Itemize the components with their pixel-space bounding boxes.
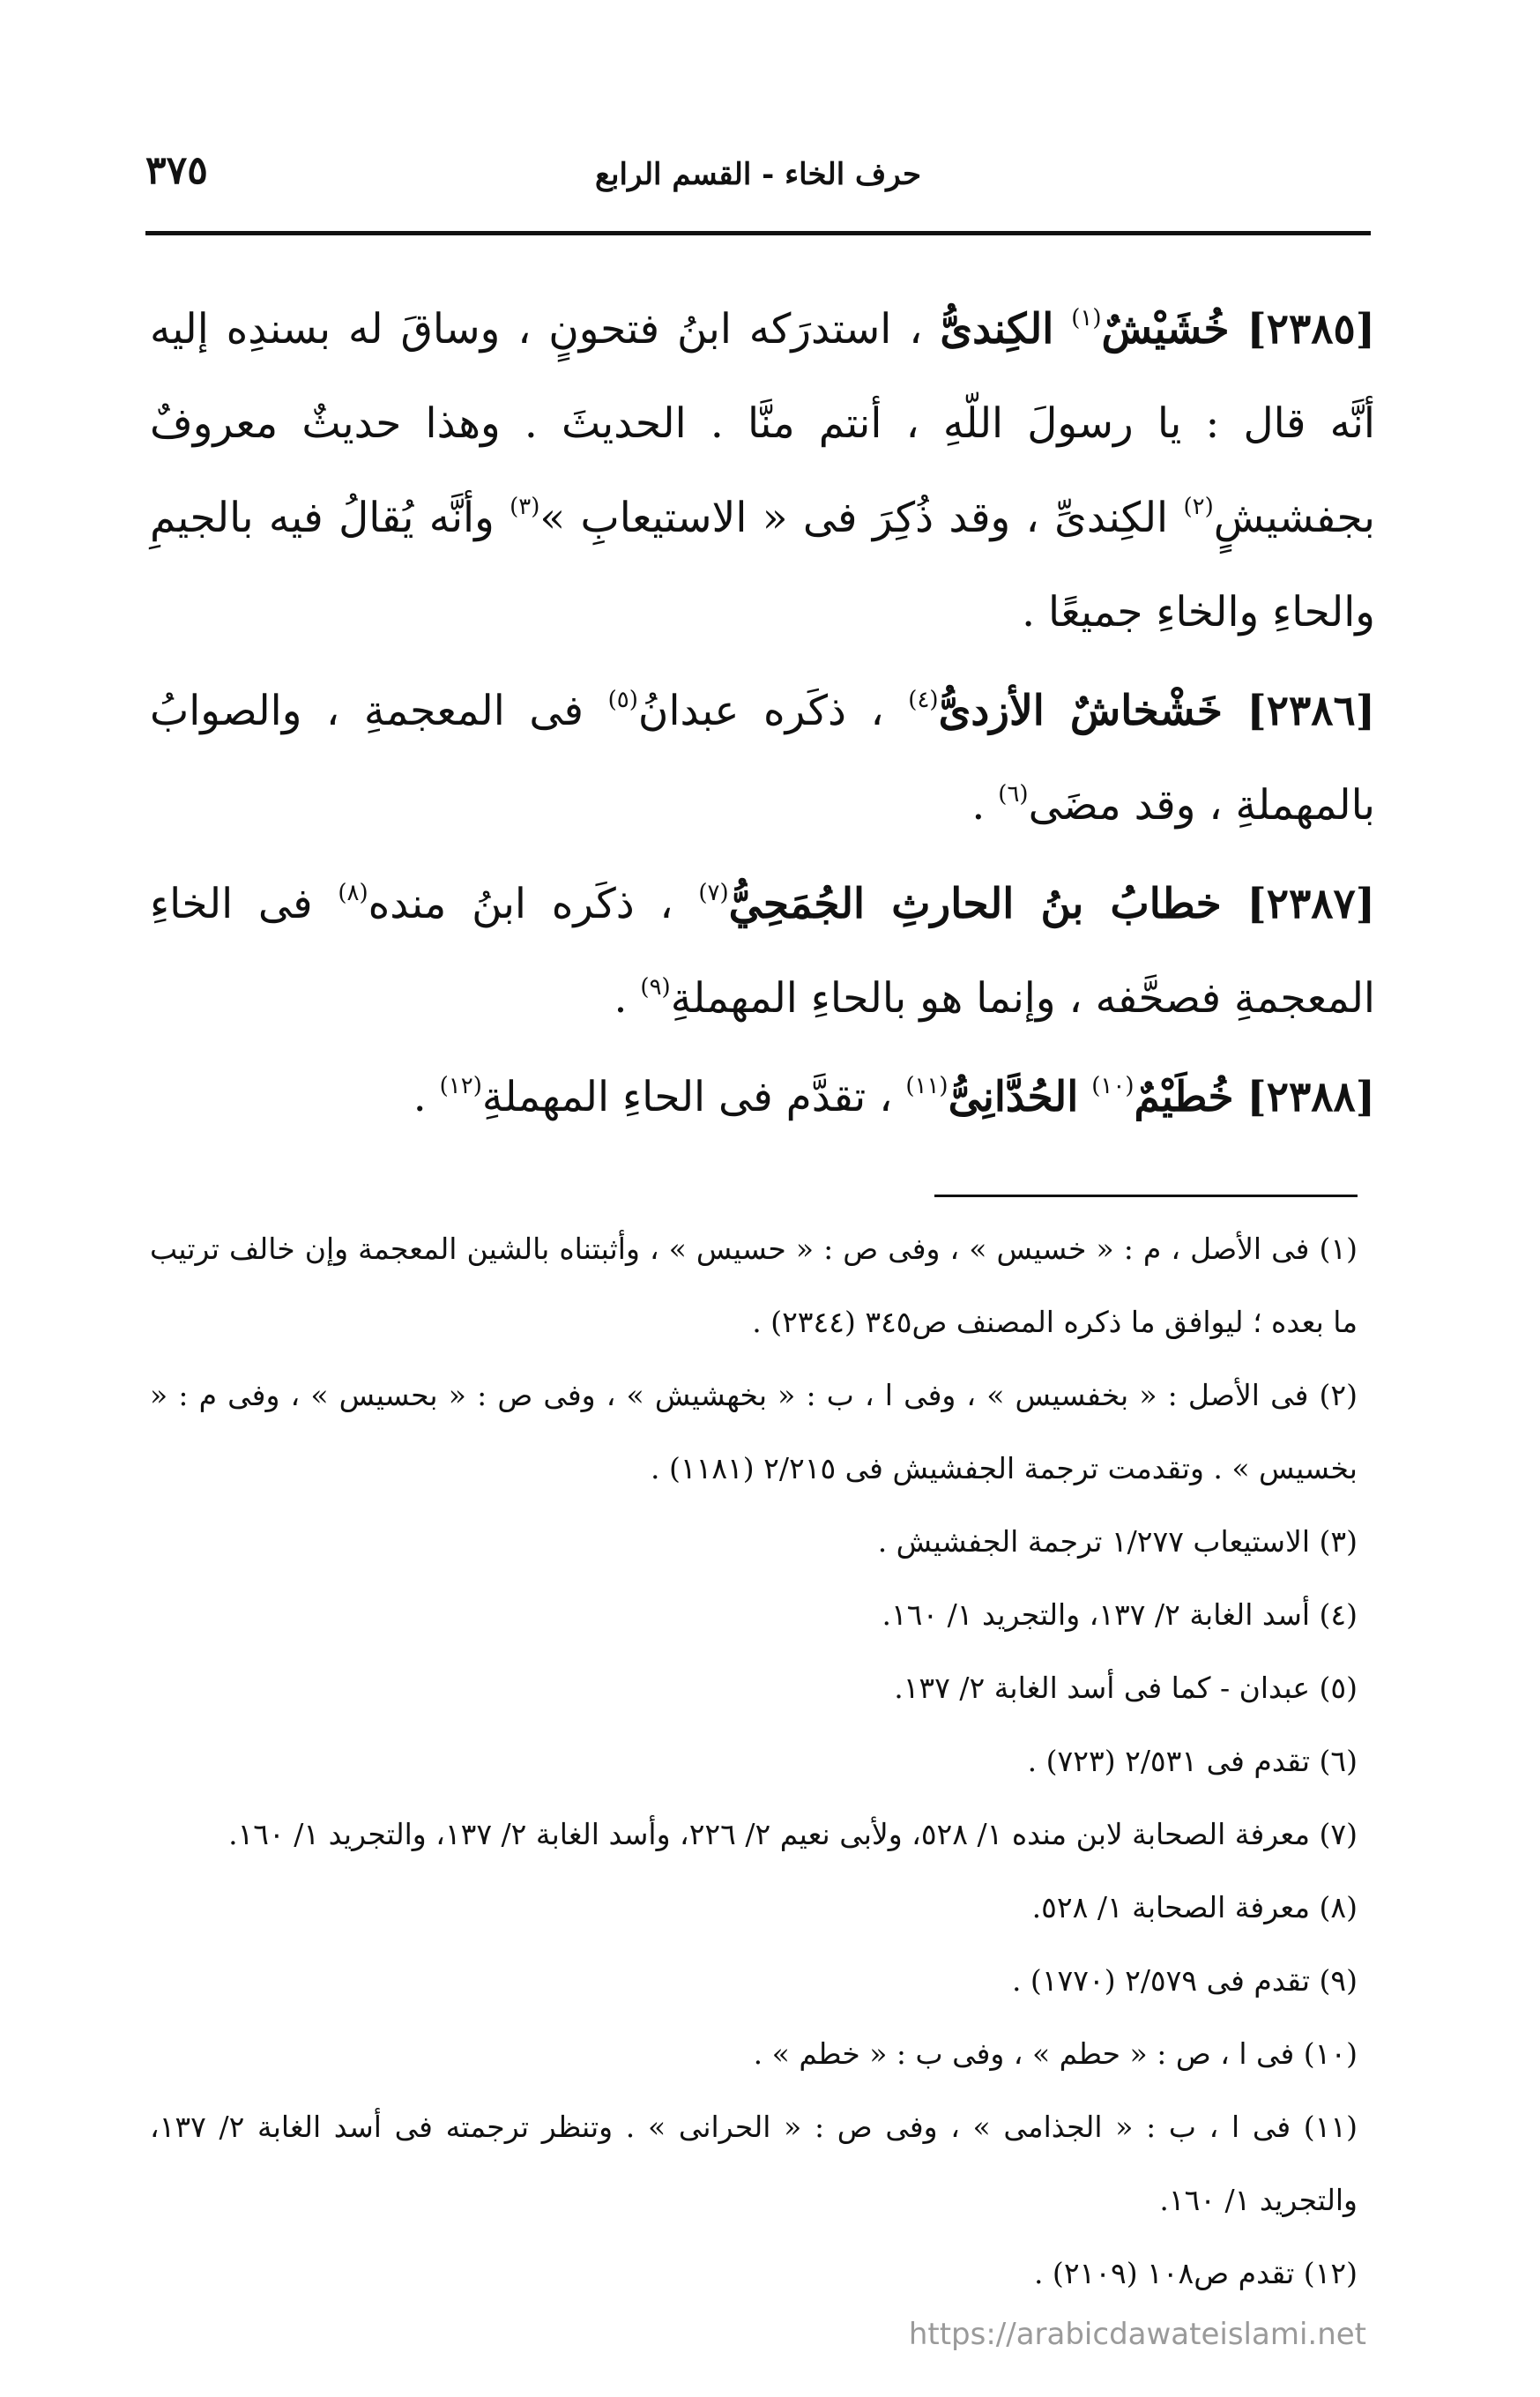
entry-name: خَشْخاشٌ الأزدىُّ — [938, 687, 1223, 735]
entry-text: وأنَّه يُقالُ فيه بالجيمِ والحاءِ والخاءِ جميعًا . — [150, 494, 1375, 636]
footnote-5: (٥) عبدان - كما فى أسد الغابة ٢/ ١٣٧. — [894, 1671, 1358, 1705]
entry-name-nisba: الكِندىُّ — [940, 305, 1054, 354]
footnote-ref: (٧) — [698, 880, 729, 906]
footnote-ref: (٥) — [607, 687, 638, 713]
entries — [150, 282, 1375, 1149]
footnotes — [150, 1212, 1358, 2310]
footnote-8: (٨) معرفة الصحابة ١/ ٥٢٨. — [1031, 1890, 1358, 1924]
footnote-10: (١٠) فى ا ، ص : « حطم » ، وفى ب : « خطم » . — [753, 2036, 1358, 2071]
footnote-7: (٧) معرفة الصحابة لابن منده ١/ ٥٢٨، ولأبى نعيم ٢/ ٢٢٦، وأسد الغابة ٢/ ١٣٧، والتجريد ١/ ١٦٠. — [228, 1817, 1358, 1851]
entry-text: ، تقدَّم فى الحاءِ المهملةِ — [481, 1073, 893, 1121]
footnote-11: (١١) فى ا ، ب : « الجذامى » ، وفى ص : « الحرانى » . وتنظر ترجمته فى أسد الغابة ٢/ ١٣٧، والتجريد ١/ ١٦٠. — [150, 2110, 1358, 2217]
entry-name: خُطَيْمٌ — [1134, 1073, 1234, 1121]
entry-2387 — [150, 857, 1375, 1046]
entry-number: [٢٣٨٥] — [1246, 305, 1375, 354]
footnote-ref: (٩) — [640, 974, 671, 1001]
footnote-ref: (٤) — [908, 687, 939, 713]
footnote-1: (١) فى الأصل ، م : « خسيس » ، وفى ص : « حسيس » ، وأثبتناه بالشين المعجمة وإن خالف ترتيب ما بعده ؛ ليوافق ما ذكره المصنف ص٣٤٥ (٢٣٤٤) . — [150, 1232, 1358, 1339]
entry-2385 — [150, 282, 1375, 659]
entry-name: خطابُ بنُ الحارثِ الجُمَحِيُّ — [728, 880, 1222, 928]
footnote-ref: (١١) — [905, 1073, 949, 1099]
header-rule — [145, 231, 1371, 235]
footnote-ref: (١) — [1071, 305, 1102, 331]
header-title: حرف الخاء - القسم الرابع — [594, 157, 922, 192]
entry-2386 — [150, 664, 1375, 852]
entry-text: . — [614, 974, 628, 1023]
entry-2388 — [150, 1050, 1375, 1144]
footnote-9: (٩) تقدم فى ٢/٥٧٩ (١٧٧٠) . — [1011, 1963, 1358, 1998]
entry-text: ، استدرَكه ابنُ فتحونٍ ، وساقَ له بسندِه إليه أنَّه قال : يا رسولَ اللّهِ ، أنتم منَّا . الحديثَ . وهذا حديثٌ معروفٌ بجفشيشٍ — [150, 305, 1375, 542]
entry-text: ، ذكَره ابنُ منده — [368, 880, 673, 928]
entry-text: الكِندىِّ ، وقد ذُكِرَ فى « الاستيعابِ » — [539, 494, 1169, 542]
page-number: ٣٧٥ — [145, 148, 208, 193]
running-head — [145, 148, 1371, 210]
footnote-12: (١٢) تقدم ص١٠٨ (٢١٠٩) . — [1033, 2256, 1358, 2290]
footnote-3: (٣) الاستيعاب ١/٢٧٧ ترجمة الجفشيش . — [877, 1524, 1358, 1559]
entry-number: [٢٣٨٧] — [1246, 880, 1375, 928]
watermark-url: https://arabicdawateislami.net — [908, 2317, 1366, 2352]
entry-text: . — [413, 1073, 427, 1121]
entry-text: . — [971, 781, 986, 830]
footnote-separator — [934, 1195, 1358, 1197]
entry-text: فى الخاءِ المعجمةِ فصحَّفه ، وإنما هو بالحاءِ المهملةِ — [150, 880, 1375, 1023]
entry-text: فى المعجمةِ ، والصوابُ بالمهملةِ ، وقد مضَى — [150, 687, 1375, 830]
footnote-ref: (٢) — [1183, 494, 1214, 520]
entry-number: [٢٣٨٦] — [1246, 687, 1375, 735]
footnote-ref: (٦) — [998, 781, 1029, 808]
footnote-4: (٤) أسد الغابة ٢/ ١٣٧، والتجريد ١/ ١٦٠. — [882, 1597, 1358, 1632]
entry-text: ، ذكَره عبدانُ — [637, 687, 884, 735]
footnote-6: (٦) تقدم فى ٢/٥٣١ (٧٢٣) . — [1027, 1744, 1358, 1778]
entry-name-nisba: الحُدَّانِىُّ — [948, 1073, 1079, 1121]
entry-number: [٢٣٨٨] — [1246, 1073, 1375, 1121]
footnote-ref: (١٠) — [1091, 1073, 1135, 1099]
footnote-ref: (٣) — [510, 494, 540, 520]
footnote-ref: (١٢) — [439, 1073, 482, 1099]
footnote-ref: (٨) — [338, 880, 368, 906]
entry-name: خُشَيْشٌ — [1101, 305, 1230, 354]
footnote-2: (٢) فى الأصل : « بخفسيس » ، وفى ا ، ب : « بخهشيش » ، وفى ص : « بحسيس » ، وفى م : « بخسيس » . وتقدمت ترجمة الجفشيش فى ٢/٢١٥ (١١٨١) . — [150, 1378, 1358, 1485]
